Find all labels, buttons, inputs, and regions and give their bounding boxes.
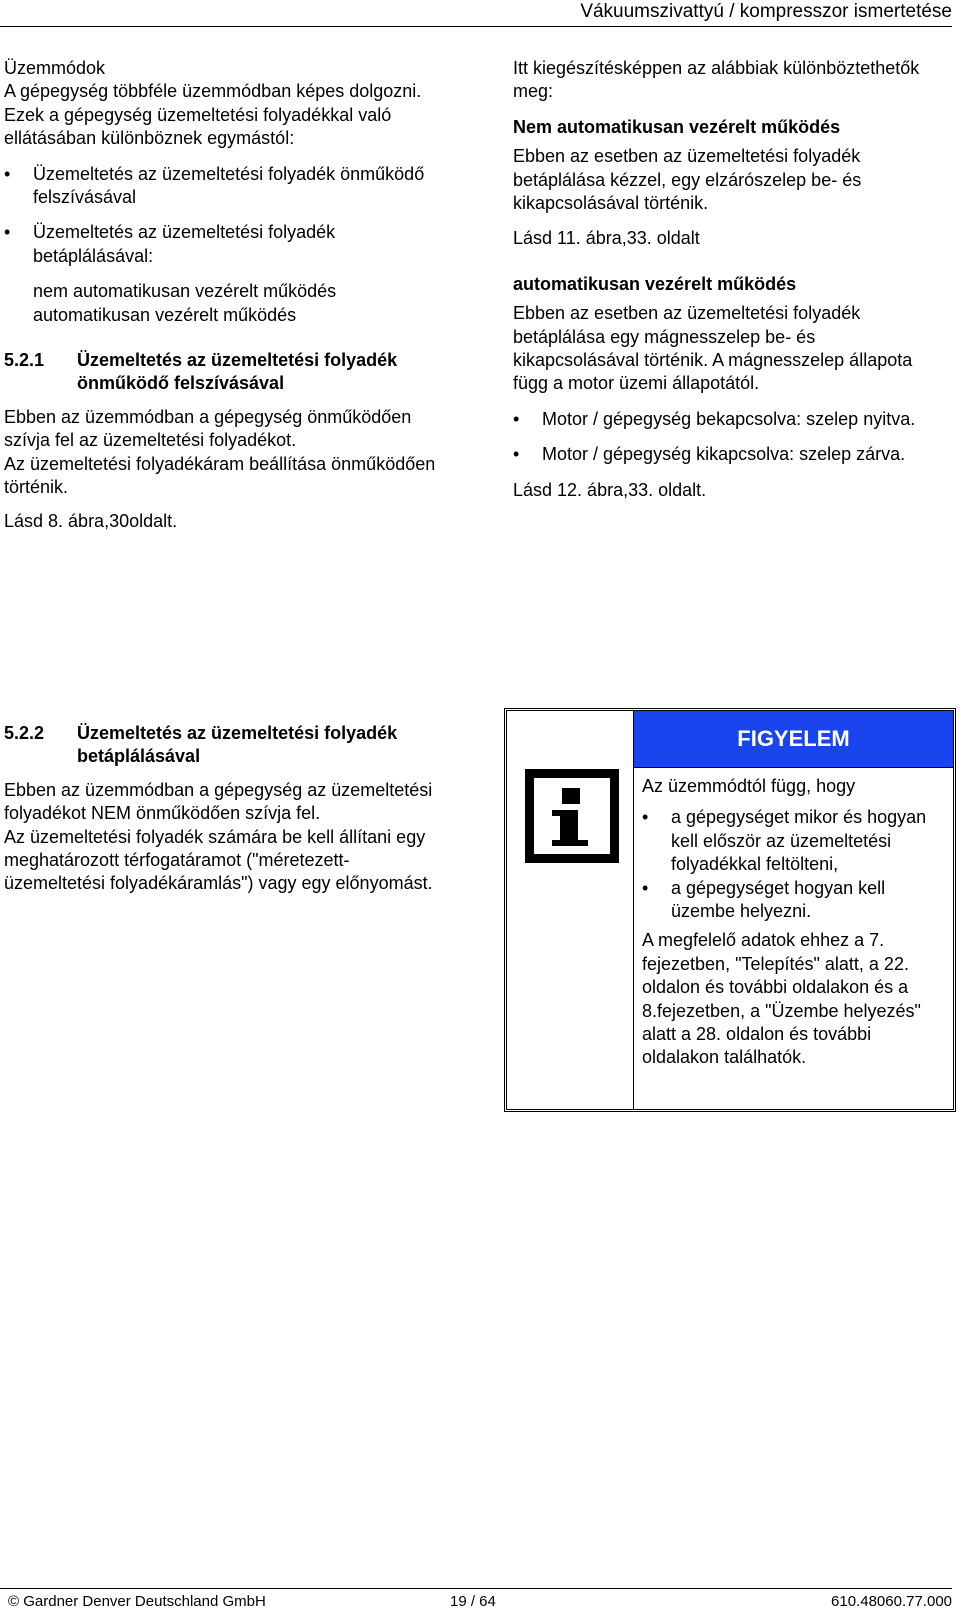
notice-list: [642, 806, 947, 923]
auto-heading: automatikusan vezérelt működés: [513, 273, 797, 294]
footer-company: © Gardner Denver Deutschland GmbH: [8, 1593, 266, 1610]
figure-reference: Lásd 11. ábra,33. oldalt: [513, 228, 700, 249]
section-heading: [4, 722, 444, 769]
list-item: • a gépegységet hogyan kell üzembe helyezni.: [642, 877, 947, 924]
valve-state-list: [513, 408, 943, 467]
page-header: [0, 0, 952, 27]
section-heading: [4, 349, 444, 396]
page-footer: [0, 1588, 952, 1616]
section-paragraph: Ebben az üzemmódban a gépegység önműködően szívja fel az üzemeltetési folyadékot.: [4, 406, 412, 451]
notice-box: [504, 708, 956, 1112]
section-paragraph: Ebben az üzemmódban a gépegység az üzemeltetési folyadékot NEM önműködően szívja fel.: [4, 779, 433, 824]
modes-heading: Üzemmódok: [4, 58, 106, 78]
auto-desc: Ebben az esetben az üzemeltetési folyadék betáplálása egy mágnesszelep be- és kikapcsolásával történik. A mágnesszelep állapota függ a motor üzemi állapotától.: [513, 303, 913, 394]
right-intro: Itt kiegészítésképpen az alábbiak különböztethetők meg:: [513, 58, 920, 102]
list-item: • Motor / gépegység bekapcsolva: szelep nyitva.: [513, 408, 943, 431]
modes-intro: A gépegység többféle üzemmódban képes dolgozni.: [4, 81, 422, 102]
section-title: Üzemeltetés az üzemeltetési folyadék önműködő felszívásával: [77, 350, 398, 394]
list-item: • a gépegységet mikor és hogyan kell először az üzemeltetési folyadékkal feltölteni,: [642, 806, 947, 876]
modes-list: [4, 163, 444, 269]
list-item: • Üzemeltetés az üzemeltetési folyadék önműködő felszívásával: [4, 163, 444, 210]
section-number: 5.2.2: [4, 723, 45, 743]
section-paragraph: Az üzemeltetési folyadék számára be kell állítani egy meghatározott térfogatáramot ("méretezett-üzemeltetési folyadékáramlás") vagy egy előnyomást.: [4, 826, 433, 894]
left-column: [4, 57, 444, 533]
header-title: Vákuumszivattyú / kompresszor ismertetése: [580, 1, 952, 22]
manual-desc: Ebben az esetben az üzemeltetési folyadék betáplálása kézzel, egy elzárószelep be- és kikapcsolásával történik.: [513, 146, 862, 214]
submode-manual: nem automatikusan vezérelt működés: [33, 281, 337, 302]
list-spacer: [513, 431, 943, 443]
footer-page-number: 19 / 64: [450, 1593, 496, 1610]
section-number: 5.2.1: [4, 350, 45, 371]
modes-desc: Ezek a gépegység üzemeltetési folyadékkal való ellátásában különböznek egymástól:: [4, 104, 392, 149]
submode-auto: automatikusan vezérelt működés: [33, 304, 297, 325]
figure-reference: Lásd 8. ábra,30oldalt.: [4, 510, 178, 531]
info-icon: [525, 769, 619, 863]
section-paragraph: Az üzemeltetési folyadékáram beállítása önműködően történik.: [4, 453, 436, 498]
list-spacer: [4, 209, 444, 221]
section-title: Üzemeltetés az üzemeltetési folyadék betáplálásával: [77, 723, 398, 767]
manual-heading: Nem automatikusan vezérelt működés: [513, 116, 841, 137]
right-column: [513, 57, 943, 502]
notice-icon-cell: [507, 711, 634, 1109]
list-item: • Motor / gépegység kikapcsolva: szelep zárva.: [513, 443, 943, 466]
notice-intro: Az üzemmódtól függ, hogy: [642, 776, 856, 796]
notice-outro: A megfelelő adatok ehhez a 7. fejezetben, "Telepítés" alatt, a 22. oldalon és további oldalakon és a 8.fejezetben, a "Üzembe helyezés" alatt a 28. oldalon és további oldalakon találhatók.: [642, 930, 921, 1068]
list-item: • Üzemeltetés az üzemeltetési folyadék betáplálásával:: [4, 221, 444, 268]
figure-reference: Lásd 12. ábra,33. oldalt.: [513, 479, 707, 500]
notice-body: [642, 775, 947, 1070]
section-522: [4, 722, 444, 896]
footer-doc-number: 610.48060.77.000: [831, 1593, 952, 1610]
notice-heading: FIGYELEM: [634, 711, 953, 768]
